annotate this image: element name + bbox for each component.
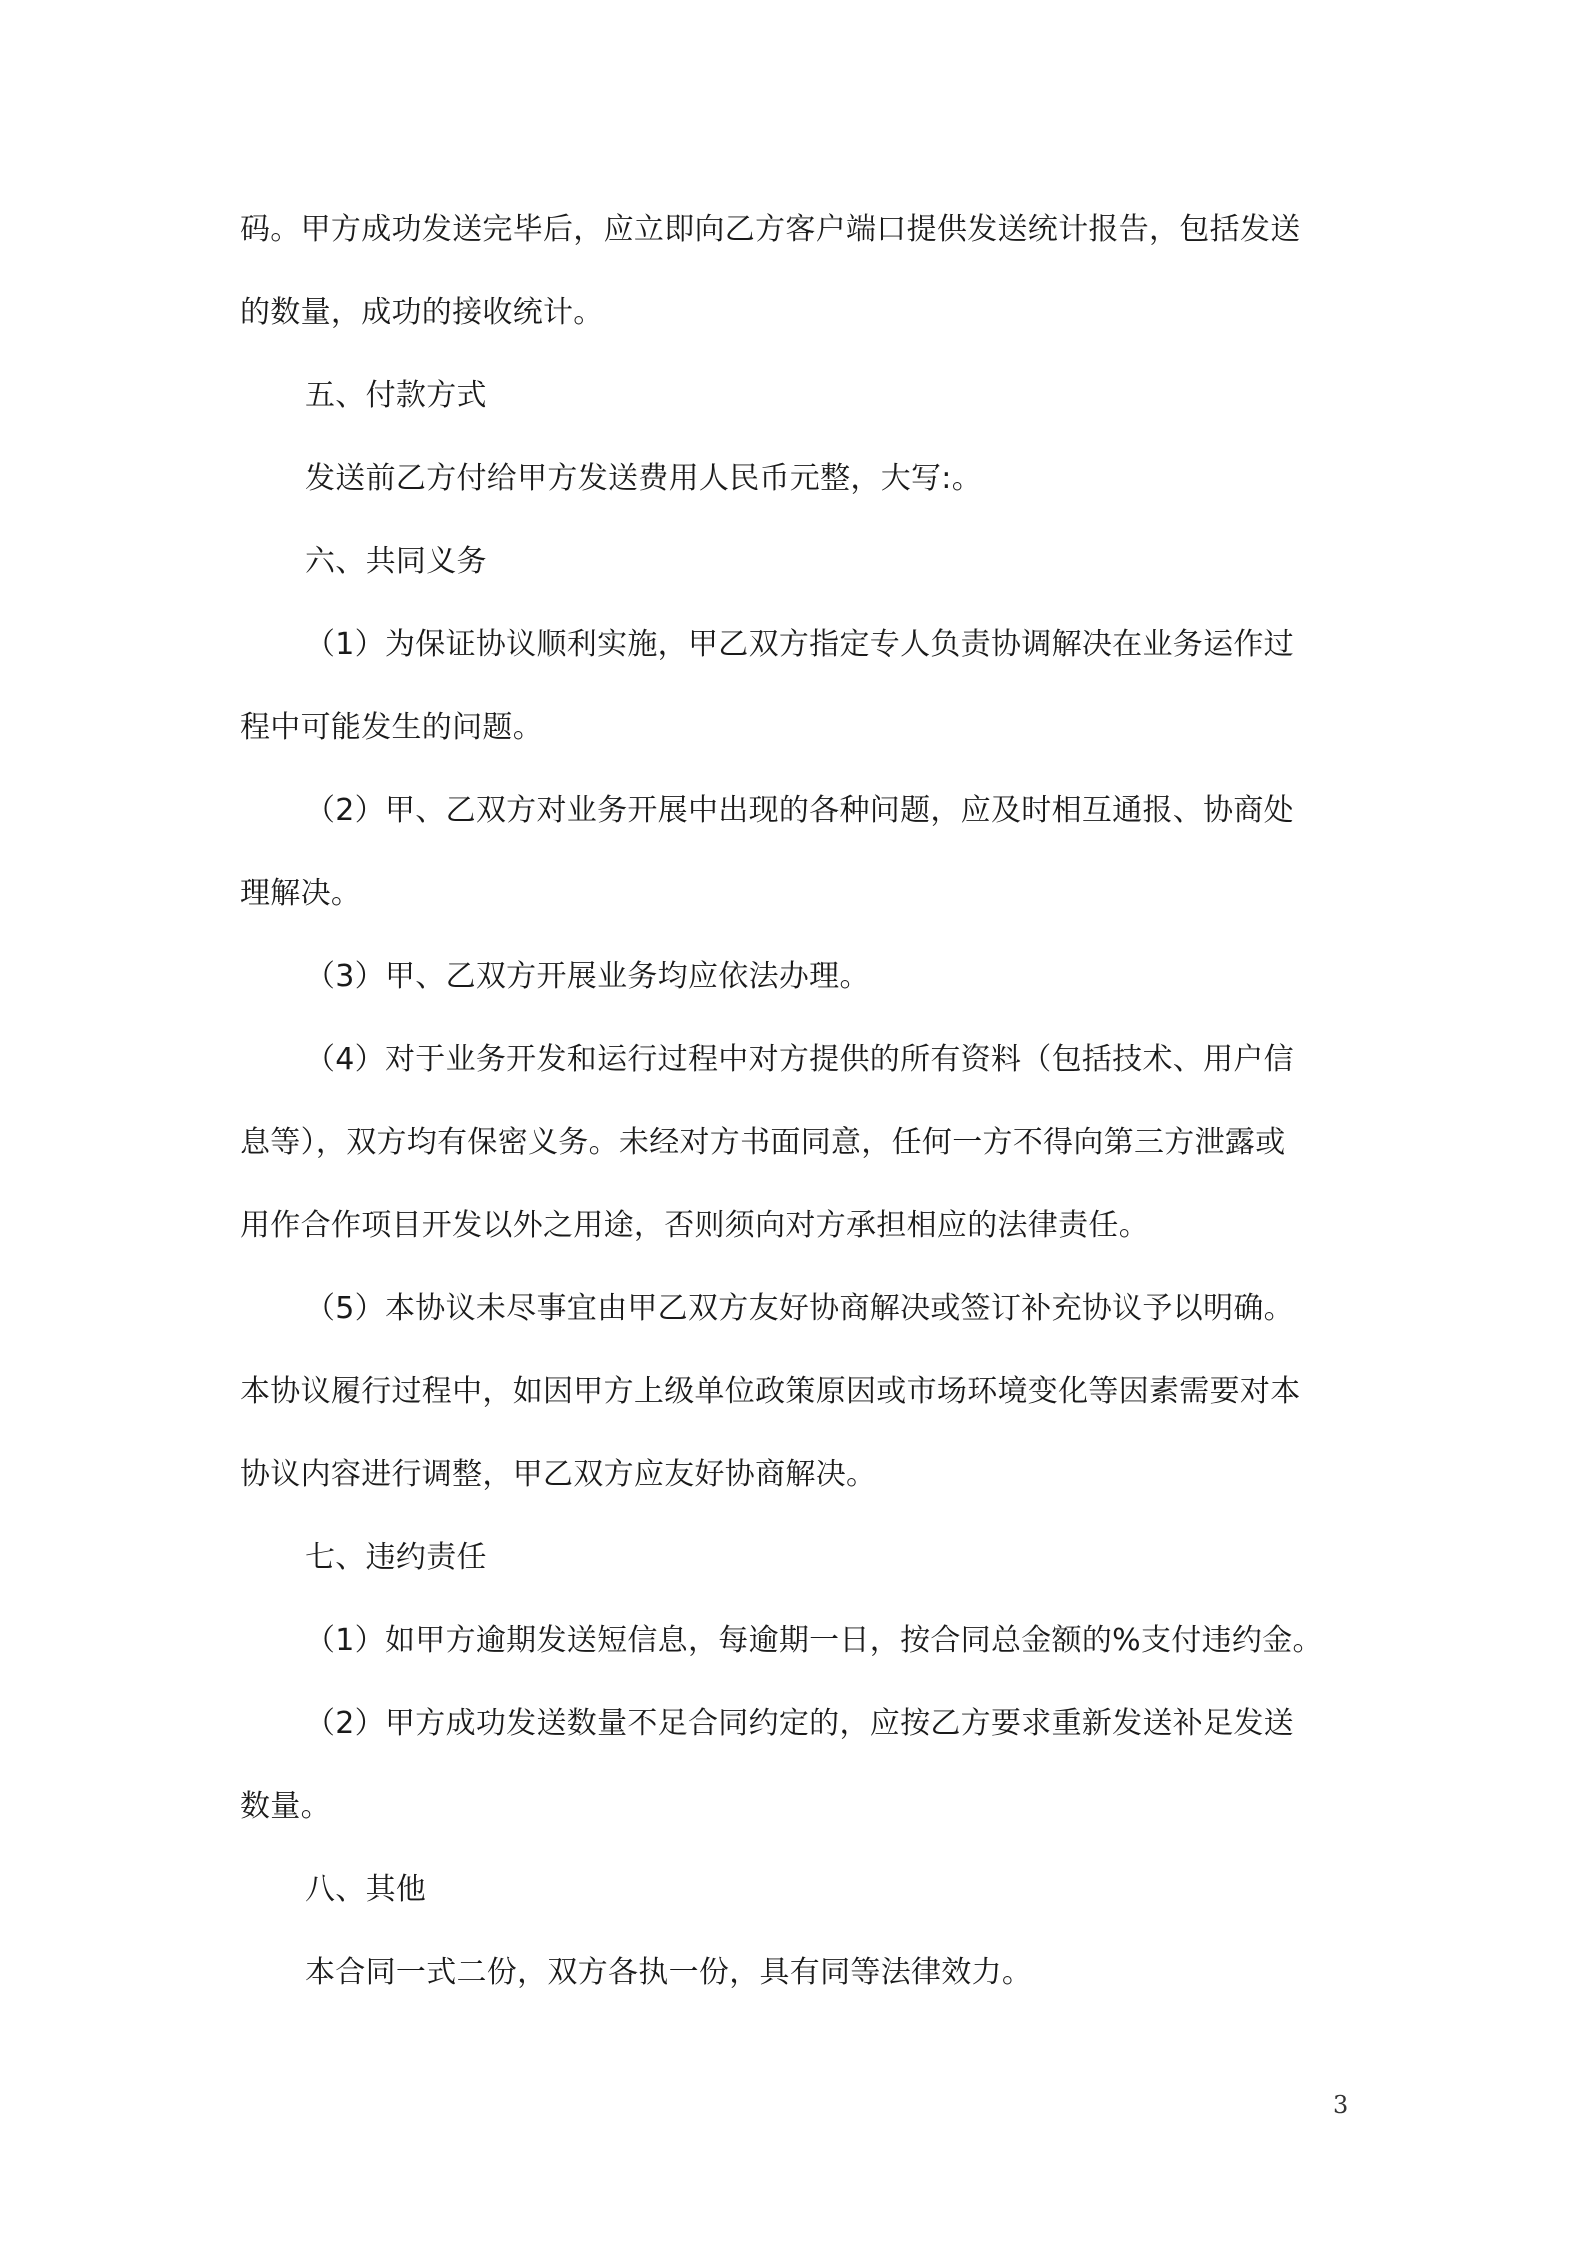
paragraph-line: （1）如甲方逾期发送短信息，每逾期一日，按合同总金额的%支付违约金。 xyxy=(305,1623,1323,1658)
section-heading: 五、付款方式 xyxy=(305,378,487,413)
text-line: 用作合作项目开发以外之用途，否则须向对方承担相应的法律责任。 xyxy=(240,1208,1149,1243)
paragraph-line: （5）本协议未尽事宜由甲乙双方友好协商解决或签订补充协议予以明确。 xyxy=(305,1291,1294,1326)
text-line: 本协议履行过程中，如因甲方上级单位政策原因或市场环境变化等因素需要对本 xyxy=(240,1374,1301,1409)
section-heading: 六、共同义务 xyxy=(305,544,487,579)
section-heading: 七、违约责任 xyxy=(305,1540,487,1575)
paragraph-line: （2）甲方成功发送数量不足合同约定的，应按乙方要求重新发送补足发送 xyxy=(305,1706,1294,1741)
paragraph-line: （4）对于业务开发和运行过程中对方提供的所有资料（包括技术、用户信 xyxy=(305,1042,1294,1077)
paragraph-line: 本合同一式二份，双方各执一份，具有同等法律效力。 xyxy=(305,1955,1033,1990)
paragraph-line: （1）为保证协议顺利实施，甲乙双方指定专人负责协调解决在业务运作过 xyxy=(305,627,1294,662)
paragraph-line: （3）甲、乙双方开展业务均应依法办理。 xyxy=(305,959,870,994)
text-line: 息等），双方均有保密义务。未经对方书面同意，任何一方不得向第三方泄露或 xyxy=(240,1125,1286,1160)
text-line: 程中可能发生的问题。 xyxy=(240,710,543,745)
paragraph-line: 发送前乙方付给甲方发送费用人民币元整，大写:。 xyxy=(305,461,983,496)
text-line: 协议内容进行调整，甲乙双方应友好协商解决。 xyxy=(240,1457,877,1492)
paragraph-line: （2）甲、乙双方对业务开展中出现的各种问题，应及时相互通报、协商处 xyxy=(305,793,1294,828)
section-heading: 八、其他 xyxy=(305,1872,427,1907)
page-number: 3 xyxy=(1333,2091,1349,2119)
text-line: 理解决。 xyxy=(240,876,362,911)
text-line: 数量。 xyxy=(240,1789,331,1824)
text-line: 码。甲方成功发送完毕后，应立即向乙方客户端口提供发送统计报告，包括发送 xyxy=(240,212,1301,247)
text-line: 的数量，成功的接收统计。 xyxy=(240,295,604,330)
